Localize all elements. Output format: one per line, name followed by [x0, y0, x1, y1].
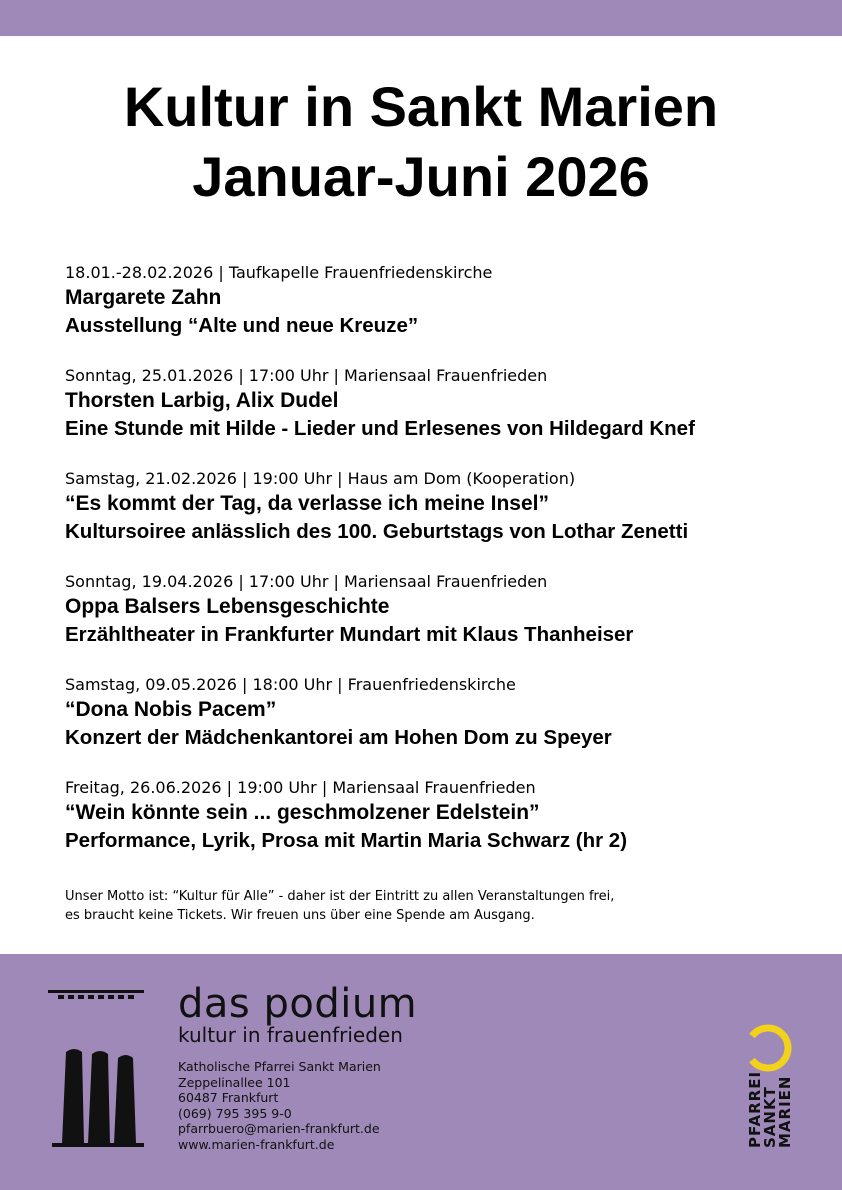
address-line: Zeppelinallee 101: [178, 1074, 291, 1090]
event-item: [65, 262, 805, 365]
title-line-1: Kultur in Sankt Marien: [123, 75, 719, 138]
address-line: 60487 Frankfurt: [178, 1090, 279, 1105]
event-title: “Dona Nobis Pacem”: [65, 698, 277, 721]
top-color-band: [0, 0, 842, 36]
address-block: [178, 1059, 381, 1152]
event-meta: Sonntag, 19.04.2026 | 17:00 Uhr | Mariensaal Frauenfrieden: [65, 572, 548, 591]
event-subtitle: Kultursoiree anlässlich des 100. Geburtstags von Lothar Zenetti: [65, 520, 689, 543]
motto-line-2: es braucht keine Tickets. Wir freuen uns über eine Spende am Ausgang.: [65, 908, 535, 923]
title-line-2: Januar-Juni 2026: [192, 145, 650, 208]
event-subtitle: Eine Stunde mit Hilde - Lieder und Erlesenes von Hildegard Knef: [65, 417, 695, 440]
event-title: “Es kommt der Tag, da verlasse ich meine Insel”: [65, 492, 549, 515]
event-item: [65, 571, 805, 674]
event-meta: Freitag, 26.06.2026 | 19:00 Uhr | Mariensaal Frauenfrieden: [65, 778, 536, 797]
event-subtitle: Erzähltheater in Frankfurter Mundart mit Klaus Thanheiser: [65, 623, 634, 646]
website-link[interactable]: www.marien-frankfurt.de: [178, 1136, 335, 1152]
event-meta: Samstag, 21.02.2026 | 19:00 Uhr | Haus am Dom (Kooperation): [65, 469, 576, 488]
footer: [0, 954, 842, 1190]
event-subtitle: Konzert der Mädchenkantorei am Hohen Dom zu Speyer: [65, 726, 612, 749]
event-title: “Wein könnte sein ... geschmolzener Edelstein”: [65, 801, 540, 824]
event-subtitle: Performance, Lyrik, Prosa mit Martin Maria Schwarz (hr 2): [65, 829, 628, 852]
event-title: Oppa Balsers Lebensgeschichte: [65, 595, 390, 618]
event-item: [65, 674, 805, 777]
parish-logo-text: PFARREI SANKT MARIEN: [746, 1070, 794, 1148]
address-line: Katholische Pfarrei Sankt Marien: [178, 1059, 381, 1074]
event-item: [65, 468, 805, 571]
email-link[interactable]: pfarrbuero@marien-frankfurt.de: [178, 1121, 380, 1136]
brand-name: das podium: [178, 981, 418, 1027]
event-subtitle: Ausstellung “Alte und neue Kreuze”: [65, 314, 419, 337]
event-list: [65, 262, 805, 880]
event-meta: Samstag, 09.05.2026 | 18:00 Uhr | Frauenfriedenskirche: [65, 675, 516, 694]
page-title: [0, 72, 842, 212]
brand-subtitle: kultur in frauenfrieden: [178, 1023, 403, 1047]
event-title: Margarete Zahn: [65, 286, 222, 309]
event-meta: 18.01.-28.02.2026 | Taufkapelle Frauenfriedenskirche: [65, 263, 493, 282]
event-title: Thorsten Larbig, Alix Dudel: [65, 389, 339, 412]
event-item: [65, 777, 805, 880]
podium-columns-logo: [40, 984, 152, 1149]
phone-line: (069) 795 395 9-0: [178, 1105, 292, 1121]
event-meta: Sonntag, 25.01.2026 | 17:00 Uhr | Mariensaal Frauenfrieden: [65, 366, 548, 385]
motto-text: [65, 887, 614, 925]
event-item: [65, 365, 805, 468]
motto-line-1: Unser Motto ist: “Kultur für Alle” - daher ist der Eintritt zu allen Veranstaltungen frei,: [65, 889, 615, 904]
